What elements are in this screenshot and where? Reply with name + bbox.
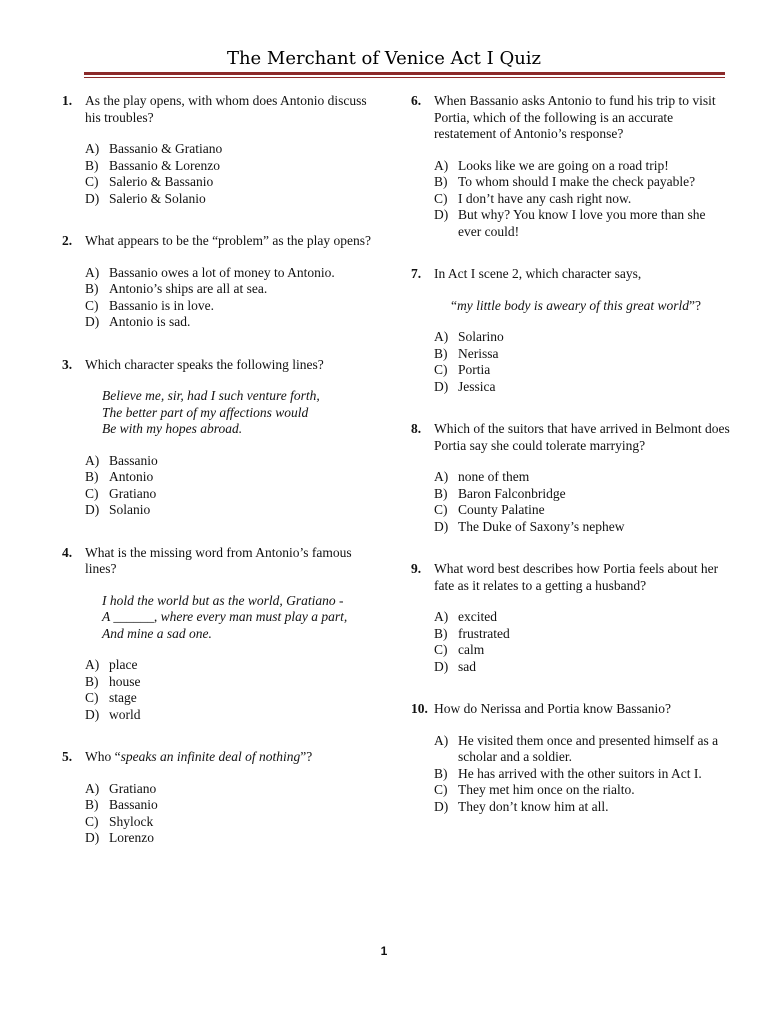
title-rule-thin bbox=[84, 77, 725, 78]
option-c: C) Gratiano bbox=[85, 485, 157, 501]
quote-line: “my little body is aweary of this great world”? bbox=[451, 297, 701, 313]
quiz-title: The Merchant of Venice Act I Quiz bbox=[226, 48, 542, 69]
quote-line: A ______, where every man must play a part, bbox=[102, 609, 348, 624]
answer-options bbox=[434, 158, 731, 241]
question-text: In Act I scene 2, which character says, bbox=[434, 266, 642, 281]
option-c: C) County Palatine bbox=[434, 502, 545, 517]
question-number: 3. bbox=[62, 356, 73, 372]
question-1 bbox=[62, 93, 382, 207]
quote-line: Believe me, sir, had I such venture forth, bbox=[102, 388, 320, 403]
quote-line: The better part of my affections would bbox=[102, 404, 309, 420]
option-d: D) Solanio bbox=[85, 502, 151, 517]
question-8 bbox=[411, 421, 731, 535]
option-d: D) world bbox=[85, 706, 141, 722]
option-c: C) Portia bbox=[434, 362, 491, 377]
question-10 bbox=[411, 701, 731, 815]
page-number: 1 bbox=[380, 944, 388, 958]
option-b: B) He has arrived with the other suitors in Act I. bbox=[434, 765, 702, 781]
option-d: D) But why? You know I love you more than she ever could! bbox=[434, 207, 706, 239]
question-6 bbox=[411, 93, 731, 240]
option-a: A) Gratiano bbox=[85, 780, 157, 796]
question-5 bbox=[62, 749, 382, 847]
question-number: 9. bbox=[411, 561, 422, 576]
question-number: 2. bbox=[62, 233, 73, 248]
quoted-lines bbox=[102, 388, 382, 438]
quoted-lines bbox=[451, 298, 731, 315]
question-number: 6. bbox=[411, 93, 422, 108]
question-text: Which character speaks the following lines? bbox=[85, 356, 324, 372]
question-number: 8. bbox=[411, 421, 422, 436]
question-text: What is the missing word from Antonio’s famous lines? bbox=[85, 544, 352, 576]
option-d: D) The Duke of Saxony’s nephew bbox=[434, 518, 625, 534]
option-b: B) Nerissa bbox=[434, 345, 499, 361]
title-rule-thick bbox=[84, 72, 725, 75]
option-a: A) none of them bbox=[434, 469, 530, 484]
answer-options bbox=[85, 781, 382, 847]
answer-options bbox=[85, 265, 382, 331]
option-b: B) Antonio bbox=[85, 469, 154, 484]
question-number: 7. bbox=[411, 266, 422, 281]
question-2 bbox=[62, 233, 382, 331]
answer-options bbox=[85, 141, 382, 207]
option-a: A) He visited them once and presented himself as a scholar and a soldier. bbox=[434, 732, 719, 764]
quote-line: I hold the world but as the world, Gratiano - bbox=[102, 592, 344, 608]
option-a: A) excited bbox=[434, 609, 497, 624]
option-b: B) To whom should I make the check payable? bbox=[434, 174, 696, 189]
option-d: D) They don’t know him at all. bbox=[434, 798, 609, 814]
option-c: C) Shylock bbox=[85, 813, 154, 829]
option-b: B) Bassanio bbox=[85, 797, 158, 812]
option-d: D) Salerio & Solanio bbox=[85, 190, 206, 206]
question-number: 5. bbox=[62, 749, 73, 764]
left-column bbox=[62, 93, 382, 847]
option-b: B) Antonio’s ships are all at sea. bbox=[85, 281, 268, 296]
question-4 bbox=[62, 545, 382, 724]
question-text: Which of the suitors that have arrived in Belmont does Portia say she could tolerate marrying? bbox=[434, 421, 730, 453]
option-c: C) Bassanio is in love. bbox=[85, 297, 214, 313]
quote-line: And mine a sad one. bbox=[102, 625, 212, 641]
right-column bbox=[411, 93, 731, 815]
question-7 bbox=[411, 266, 731, 395]
option-a: A) Looks like we are going on a road trip! bbox=[434, 157, 669, 173]
option-d: D) sad bbox=[434, 658, 476, 674]
option-d: D) Jessica bbox=[434, 378, 496, 394]
answer-options bbox=[434, 469, 731, 535]
option-c: C) I don’t have any cash right now. bbox=[434, 190, 632, 206]
question-text: When Bassanio asks Antonio to fund his trip to visit Portia, which of the following is an accurate restatement of Antonio’s response? bbox=[434, 93, 716, 141]
quoted-lines bbox=[102, 593, 382, 643]
question-number: 10. bbox=[411, 701, 428, 716]
answer-options bbox=[434, 733, 731, 816]
option-c: C) They met him once on the rialto. bbox=[434, 782, 635, 797]
question-text: Who “speaks an infinite deal of nothing”? bbox=[85, 749, 313, 764]
option-b: B) Baron Falconbridge bbox=[434, 485, 566, 501]
option-d: D) Antonio is sad. bbox=[85, 314, 191, 329]
option-c: C) stage bbox=[85, 690, 137, 705]
option-a: A) Bassanio & Gratiano bbox=[85, 141, 223, 156]
answer-options bbox=[434, 329, 731, 395]
option-a: A) Bassanio bbox=[85, 452, 158, 468]
question-number: 4. bbox=[62, 544, 73, 560]
quote-line: Be with my hopes abroad. bbox=[102, 421, 243, 436]
question-9 bbox=[411, 561, 731, 675]
question-text: What appears to be the “problem” as the play opens? bbox=[85, 233, 372, 248]
answer-options bbox=[85, 657, 382, 723]
question-text: As the play opens, with whom does Antonio discuss his troubles? bbox=[85, 93, 367, 125]
answer-options bbox=[434, 609, 731, 675]
option-a: A) Solarino bbox=[434, 329, 504, 344]
option-a: A) place bbox=[85, 657, 138, 672]
option-d: D) Lorenzo bbox=[85, 830, 154, 845]
option-b: B) house bbox=[85, 673, 141, 689]
answer-options bbox=[85, 453, 382, 519]
option-b: B) Bassanio & Lorenzo bbox=[85, 157, 220, 173]
question-3 bbox=[62, 357, 382, 519]
option-c: C) calm bbox=[434, 642, 485, 657]
question-text: How do Nerissa and Portia know Bassanio? bbox=[434, 701, 671, 716]
option-c: C) Salerio & Bassanio bbox=[85, 174, 214, 189]
option-a: A) Bassanio owes a lot of money to Antonio. bbox=[85, 264, 335, 280]
option-b: B) frustrated bbox=[434, 625, 510, 641]
question-number: 1. bbox=[62, 93, 73, 108]
question-text: What word best describes how Portia feels about her fate as it relates to a getting a husband? bbox=[434, 561, 719, 593]
